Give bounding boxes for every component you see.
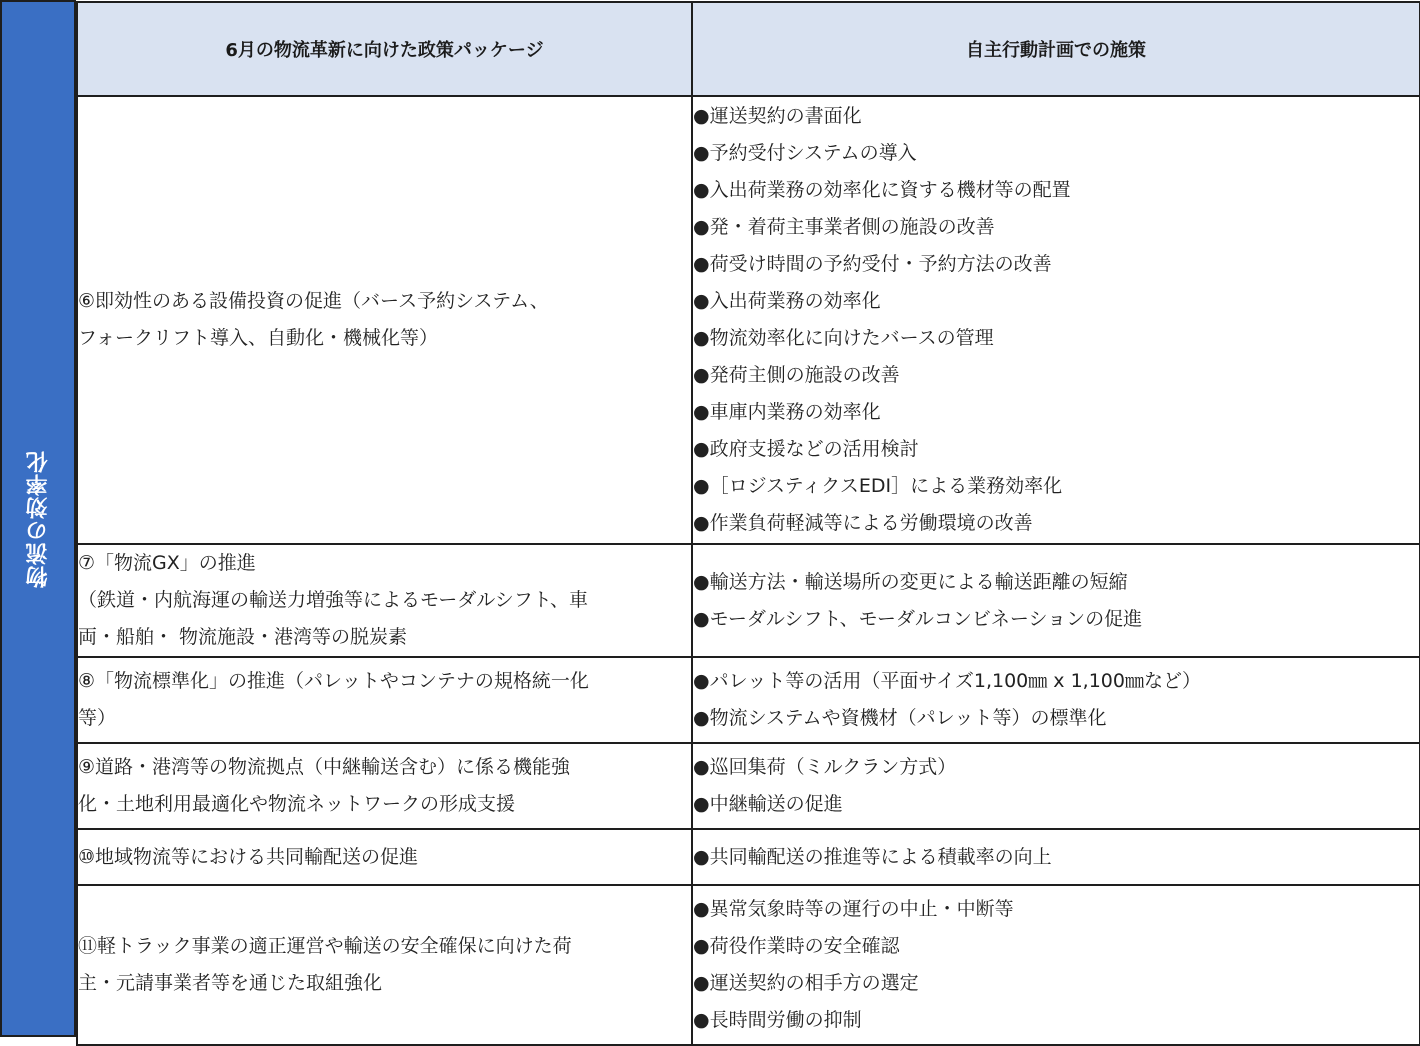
measure-item: ●入出荷業務の効率化 xyxy=(693,290,881,312)
measure-item: ●パレット等の活用（平面サイズ1,100㎜ x 1,100㎜など） xyxy=(693,670,1201,692)
policy-text-line: ⑦「物流GX」の推進 xyxy=(78,552,256,574)
policy-text-line: ⑧「物流標準化」の推進（パレットやコンテナの規格統一化 xyxy=(78,670,589,692)
measure-item: ●物流効率化に向けたバースの管理 xyxy=(693,327,994,349)
measures-cell xyxy=(692,96,1420,544)
measure-item: ●モーダルシフト、モーダルコンビネーションの促進 xyxy=(693,607,1143,630)
policy-cell xyxy=(77,829,692,885)
measure-item: ●荷役作業時の安全確認 xyxy=(693,935,900,957)
table-row xyxy=(77,743,1420,829)
policy-text-line: （鉄道・内航海運の輸送力増強等によるモーダルシフト、車 xyxy=(78,589,589,611)
measure-item: ●車庫内業務の効率化 xyxy=(693,401,881,423)
measure-item: ●運送契約の書面化 xyxy=(693,105,862,127)
policy-cell xyxy=(77,885,692,1045)
category-label: 物流の効率化 xyxy=(25,449,51,588)
policy-cell xyxy=(77,743,692,829)
measures-list xyxy=(693,749,1419,823)
policy-cell xyxy=(77,544,692,657)
measure-item: ●共同輸配送の推進等による積載率の向上 xyxy=(693,845,1052,868)
measures-list xyxy=(693,839,1419,876)
measures-cell xyxy=(692,743,1420,829)
policy-text-line: 等） xyxy=(78,707,117,729)
policy-text-line: 化・土地利用最適化や物流ネットワークの形成支援 xyxy=(78,793,516,815)
measure-item: ●荷受け時間の予約受付・予約方法の改善 xyxy=(693,253,1052,275)
header-policy-package: 6月の物流革新に向けた政策パッケージ xyxy=(77,2,692,96)
measures-list xyxy=(693,663,1419,737)
measure-item: ●［ロジスティクスEDI］による業務効率化 xyxy=(693,475,1063,497)
policy-text-line: 両・船舶・ 物流施設・港湾等の脱炭素 xyxy=(78,626,408,648)
table-row xyxy=(77,96,1420,544)
table-row xyxy=(77,657,1420,743)
policy-text-line: 主・元請事業者等を通じた取組強化 xyxy=(78,972,383,994)
measure-item: ●長時間労働の抑制 xyxy=(693,1009,862,1031)
category-sidebar xyxy=(0,0,76,1037)
policy-text-line: ⑥即効性のある設備投資の促進（バース予約システム、 xyxy=(78,290,549,312)
policy-text-line: ⑩地域物流等における共同輸配送の促進 xyxy=(78,845,419,868)
policy-cell xyxy=(77,96,692,544)
table-row xyxy=(77,829,1420,885)
measure-item: ●政府支援などの活用検討 xyxy=(693,438,919,460)
measures-list xyxy=(693,891,1419,1039)
measure-item: ●発・着荷主事業者側の施設の改善 xyxy=(693,216,995,238)
measure-item: ●運送契約の相手方の選定 xyxy=(693,972,919,994)
measures-list xyxy=(693,98,1419,542)
measures-list xyxy=(693,564,1419,638)
header-action-plan-measures: 自主行動計画での施策 xyxy=(692,2,1420,96)
policy-table xyxy=(76,1,1420,1046)
policy-cell xyxy=(77,657,692,743)
measures-cell xyxy=(692,544,1420,657)
measures-cell xyxy=(692,829,1420,885)
measure-item: ●巡回集荷（ミルクラン方式） xyxy=(693,756,957,778)
policy-text-line: ⑪軽トラック事業の適正運営や輸送の安全確保に向けた荷 xyxy=(78,935,572,957)
table-row xyxy=(77,544,1420,657)
measure-item: ●入出荷業務の効率化に資する機材等の配置 xyxy=(693,179,1071,201)
measure-item: ●中継輸送の促進 xyxy=(693,793,843,815)
policy-text-line: ⑨道路・港湾等の物流拠点（中継輸送含む）に係る機能強 xyxy=(78,756,571,778)
measure-item: ●物流システムや資機材（パレット等）の標準化 xyxy=(693,707,1107,729)
measure-item: ●予約受付システムの導入 xyxy=(693,142,917,164)
measures-cell xyxy=(692,657,1420,743)
measure-item: ●異常気象時等の運行の中止・中断等 xyxy=(693,898,1014,920)
measure-item: ●発荷主側の施設の改善 xyxy=(693,364,900,386)
table-row xyxy=(77,885,1420,1045)
measure-item: ●輸送方法・輸送場所の変更による輸送距離の短縮 xyxy=(693,570,1128,593)
table-header-row xyxy=(77,2,1420,96)
measure-item: ●作業負荷軽減等による労働環境の改善 xyxy=(693,512,1033,534)
measures-cell xyxy=(692,885,1420,1045)
policy-text-line: フォークリフト導入、自動化・機械化等） xyxy=(78,327,439,349)
